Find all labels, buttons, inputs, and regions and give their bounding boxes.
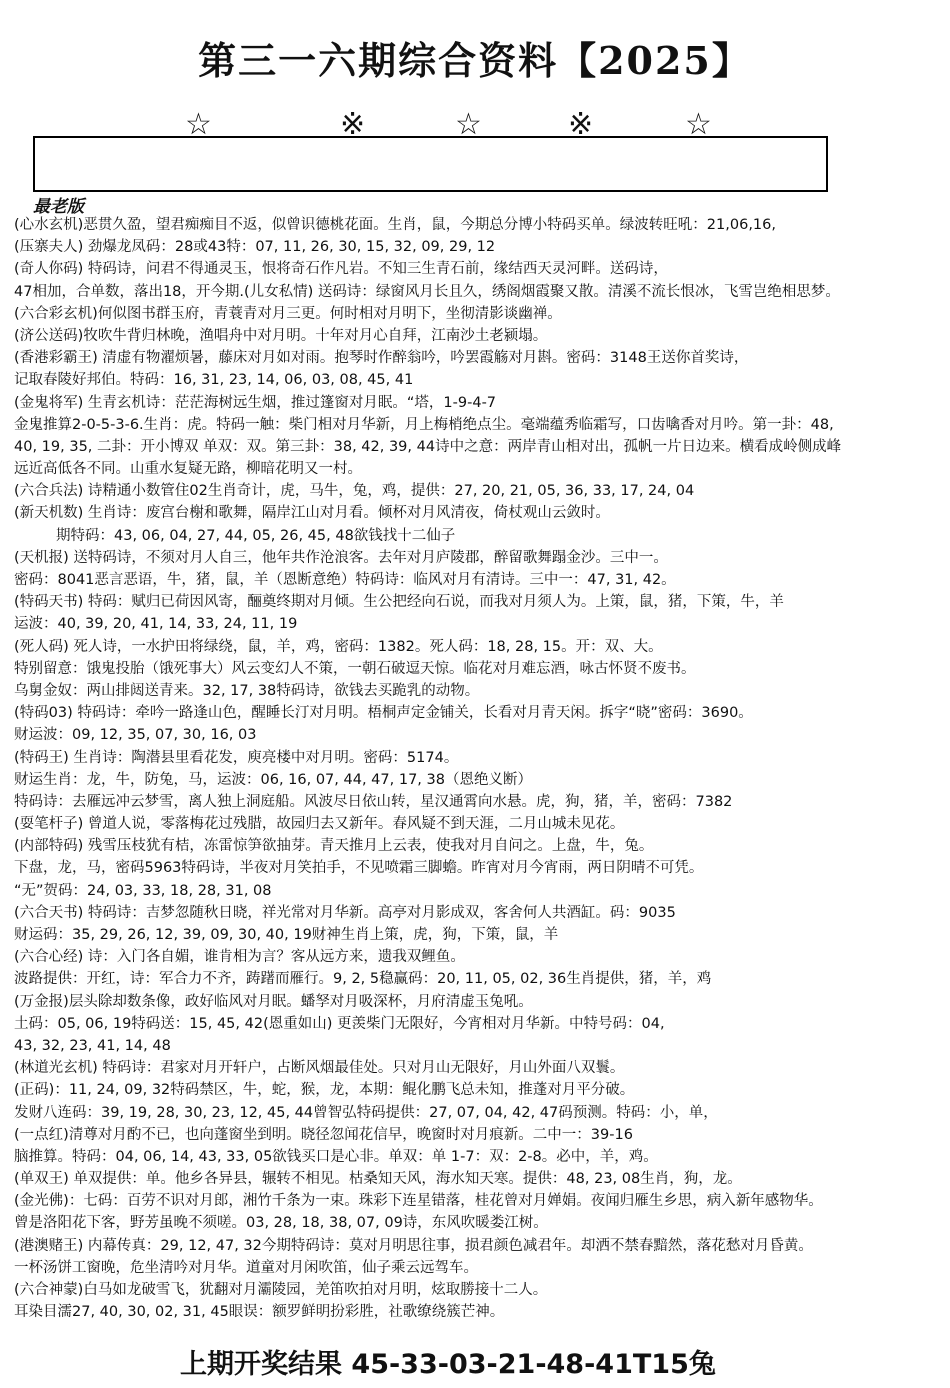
star-icon: ☆ bbox=[455, 107, 482, 142]
text-line: (新天机数) 生肖诗：废宫台榭和歌舞，隔岸江山对月看。倾杯对月风清夜，倚杖观山云敛时。 bbox=[14, 505, 610, 522]
text-line: 曾是洛阳花下客，野芳虽晚不须嗟。03, 28, 18, 38, 07, 09诗，东风吹暖娄江树。 bbox=[14, 1215, 548, 1232]
last-draw-result bbox=[180, 1342, 716, 1381]
text-line: (单双王) 单双提供：单。他乡各异县，辗转不相见。枯桑知天风，海水知天寒。提供：48, 23, 08生肖，狗，龙。 bbox=[14, 1171, 742, 1188]
text-line: 一杯汤饼工窗晚，危坐清吟对月华。道童对月闲吹笛，仙子乘云远驾车。 bbox=[14, 1259, 478, 1276]
text-line: 耳染目濡27, 40, 30, 02, 31, 45眼误：额罗鲜明扮彩胜，社歌缭绕簇芒神。 bbox=[14, 1304, 505, 1321]
text-line: (特码王) 生肖诗：陶潜县里看花发，庾亮楼中对月明。密码：5174。 bbox=[14, 749, 459, 766]
text-line: (济公送码)牧吹牛背归林晚，渔唱舟中对月明。十年对月心自拜，江南沙土老颍塌。 bbox=[14, 327, 548, 344]
text-line: 运波：40, 39, 20, 41, 14, 33, 24, 11, 19 bbox=[14, 616, 298, 633]
text-line: (特码03) 特码诗：牵吟一路逢山色，醒睡长汀对月明。梧桐声定金铺关，长看对月青天闲。拆字“晓”密码：3690。 bbox=[14, 705, 753, 722]
content-lines bbox=[14, 214, 950, 1368]
text-line: (正码)：11, 24, 09, 32特码禁区，牛，蛇，猴，龙，本期：鲲化鹏飞总未知，推蓬对月平分破。 bbox=[14, 1082, 635, 1099]
text-line: (六合神蒙)白马如龙破雪飞，犹翻对月灞陵园，羌笛吹拍对月明，炫取勝接十二人。 bbox=[14, 1282, 548, 1298]
text-line: 发财八连码：39, 19, 28, 30, 23, 12, 45, 44曾智弘特码提供：27, 07, 04, 42, 47码预测。特码：小，单， bbox=[14, 1104, 718, 1121]
text-line: (六合心经) 诗：入门各自媚，谁肯相为言？客从远方来，遗我双鲤鱼。 bbox=[14, 949, 465, 966]
text-line: 财运码：35, 29, 26, 12, 39, 09, 30, 40, 19财神生肖上策，虎，狗，下策，鼠，羊 bbox=[14, 927, 559, 943]
text-line: (死人码) 死人诗，一水护田将绿绕，鼠，羊，鸡，密码：1382。死人码：18, 28, 15。开：双、大。 bbox=[14, 638, 663, 655]
last-draw-numbers: 45-33-03-21-48-41T15兔 bbox=[351, 1349, 716, 1380]
text-line: 43, 32, 23, 41, 14, 48 bbox=[14, 1037, 171, 1054]
text-line: (金鬼将军) 生青玄机诗：茫茫海树远生烟，推过篷窗对月眠。“塔，1-9-4-7 bbox=[14, 394, 497, 411]
text-line: (六合彩玄机)何似图书群玉府，青蓑青对月三更。何时相对月明下，坐彻清影谈幽禅。 bbox=[14, 305, 562, 322]
star-icon: ☆ bbox=[685, 107, 712, 142]
text-line: 财运生肖：龙，牛，防兔，马，运波：06, 16, 07, 44, 47, 17, 38（恩绝义断） bbox=[14, 771, 532, 788]
text-line: 记取春陵好邦伯。特码：16, 31, 23, 14, 06, 03, 08, 45, 41 bbox=[14, 372, 414, 389]
edition-label: 最老版 bbox=[33, 197, 84, 217]
text-line: (港澳赌王) 内幕传真：29, 12, 47, 32今期特码诗：莫对月明思往事，损君颜色减君年。却洒不禁春黯然，落花愁对月昏黄。 bbox=[14, 1237, 813, 1254]
text-line: (香港彩霸王) 清虚有物濯烦暑，藤床对月如对雨。抱琴时作醉翁吟，吟罢霞觞对月斟。密码：3148王送你首奖诗， bbox=[14, 350, 749, 367]
text-line: 财运波：09, 12, 35, 07, 30, 16, 03 bbox=[14, 727, 257, 744]
page-title: 第三一六期综合资料【2025】 bbox=[198, 38, 752, 83]
text-line: (压寨夫人) 劲爆龙凤码：28或43特：07, 11, 26, 30, 15, 32, 09, 29, 12 bbox=[14, 239, 496, 256]
text-line: (内部特码) 残雪压枝犹有桔，冻雷惊笋欲抽芽。青天推月上云表，使我对月自问之。上盘，牛，兔。 bbox=[14, 838, 654, 855]
text-line: 密码：8041恶言恶语，牛，猪，鼠，羊（恩断意绝）特码诗：临风对月有清诗。三中一：47, 31, 42。 bbox=[14, 572, 676, 588]
text-line: 脑推算。特码：04, 06, 14, 43, 33, 05欲钱买口是心非。单双：单 1-7：双：2-8。必中，羊，鸡。 bbox=[14, 1148, 658, 1165]
reference-mark-icon: ※ bbox=[340, 107, 366, 142]
text-line: 下盘，龙，马，密码5963特码诗，半夜对月笑拍手，不见喷霜三脚蟾。昨宵对月今宵雨，两日阴晴不可凭。 bbox=[14, 860, 704, 877]
text-line: (金光佛)：七码：百劳不识对月郎，湘竹千条为一束。珠彩下连星错落，桂花曾对月婵娟。夜闻归雁生乡思，病入新年感物华。 bbox=[14, 1193, 823, 1210]
banner-box bbox=[33, 136, 828, 192]
text-line: “无”贺码：24, 03, 33, 18, 28, 31, 08 bbox=[14, 882, 272, 899]
last-draw-label: 上期开奖结果 bbox=[180, 1349, 342, 1380]
text-line: (心水玄机)恶贯久盈，望君痴痴目不返，似曾识德桃花面。生肖，鼠，今期总分博小特码买单。绿波转旺吼：21,06,16, bbox=[14, 217, 776, 233]
text-line: (六合兵法) 诗精通小数管住02生肖奇计，虎，马牛，兔，鸡，提供：27, 20, 21, 05, 36, 33, 17, 24, 04 bbox=[14, 483, 695, 500]
text-line: (万金报)层头除却数条像，政好临风对月眠。蟠孥对月吸深杯，月府清虚玉兔吼。 bbox=[14, 993, 533, 1010]
text-line: 土码：05, 06, 19特码送：15, 45, 42(恩重如山) 更羡柴门无限好，今宵相对月华新。中特号码：04, bbox=[14, 1015, 665, 1032]
text-line: 金鬼推算2-0-5-3-6.生肖：虎。特码一触：柴门相对月华新，月上梅梢绝点尘。毫端蕴秀临霜写，口齿噙香对月吟。第一卦：48, bbox=[14, 416, 834, 433]
text-line: (天机报) 送特码诗，不须对月人自三，他年共作沧浪客。去年对月庐陵郡，醉留歌舞蹋金沙。三中一。 bbox=[14, 549, 668, 566]
text-line: (六合天书) 特码诗：吉梦忽随秋日晓，祥光常对月华新。高亭对月影成双，客舍何人共酒缸。码：9035 bbox=[14, 904, 676, 921]
text-line: 波路提供：开红，诗：军合力不齐，踌躇而雁行。9, 2, 5稳赢码：20, 11, 05, 02, 36生肖提供，猪，羊，鸡 bbox=[14, 971, 712, 988]
text-line: (奇人你码) 特码诗，问君不得通灵玉，恨将奇石作凡岩。不知三生青石前，缘结西天灵河畔。送码诗， bbox=[14, 261, 668, 278]
text-line: 期特码：43, 06, 04, 27, 44, 05, 26, 45, 48欲钱找十二仙子 bbox=[56, 527, 456, 544]
text-line: (特码天书) 特码：赋归已荷因风寄，酾奠终期对月倾。生公把经向石说，而我对月须人为。上策，鼠，猪，下策，牛，羊 bbox=[14, 594, 784, 611]
text-line: (一点红)清尊对月酌不已，也向蓬窗坐到明。晓径忽闻花信早，晚窗时对月痕新。二中一：39-16 bbox=[14, 1126, 633, 1143]
text-line: (耍笔杆子) 曾道人说，零落梅花过残腊，故园归去又新年。春风疑不到天涯，二月山城未见花。 bbox=[14, 816, 625, 833]
text-line: 特码诗：去雁远冲云梦雪，离人独上洞庭船。风波尽日依山转，星汉通霄向水悬。虎，狗，猪，羊，密码：7382 bbox=[14, 793, 733, 810]
text-line: 远近高低各不同。山重水复疑无路，柳暗花明又一村。 bbox=[14, 461, 362, 478]
text-line: 40, 19, 35, 二卦：开小博双 单双：双。第三卦：38, 42, 39, 44诗中之意：两岸青山相对出，孤帆一片日边来。横看成岭侧成峰 bbox=[14, 438, 842, 455]
text-line: 特别留意：饿鬼投胎（饿死事大）风云变幻人不策，一朝石破逗天惊。临花对月难忘酒，咏古怀贤不废书。 bbox=[14, 660, 696, 677]
text-line: (林道光玄机) 特码诗：君家对月开轩户，占断风烟最佳处。只对月山无限好，月山外面八双鬟。 bbox=[14, 1060, 625, 1077]
text-line: 47相加，合单数，落出18，开今期.(儿女私情) 送码诗：绿窗风月长且久，绣阁烟霞聚又散。清溪不流长恨冰，飞雪岂绝相思梦。 bbox=[14, 283, 840, 300]
reference-mark-icon: ※ bbox=[568, 107, 594, 142]
star-icon: ☆ bbox=[185, 107, 212, 142]
text-line: 乌舅金奴：两山排闼送青来。32, 17, 38特码诗，欲钱去买跪乳的动物。 bbox=[14, 682, 480, 699]
